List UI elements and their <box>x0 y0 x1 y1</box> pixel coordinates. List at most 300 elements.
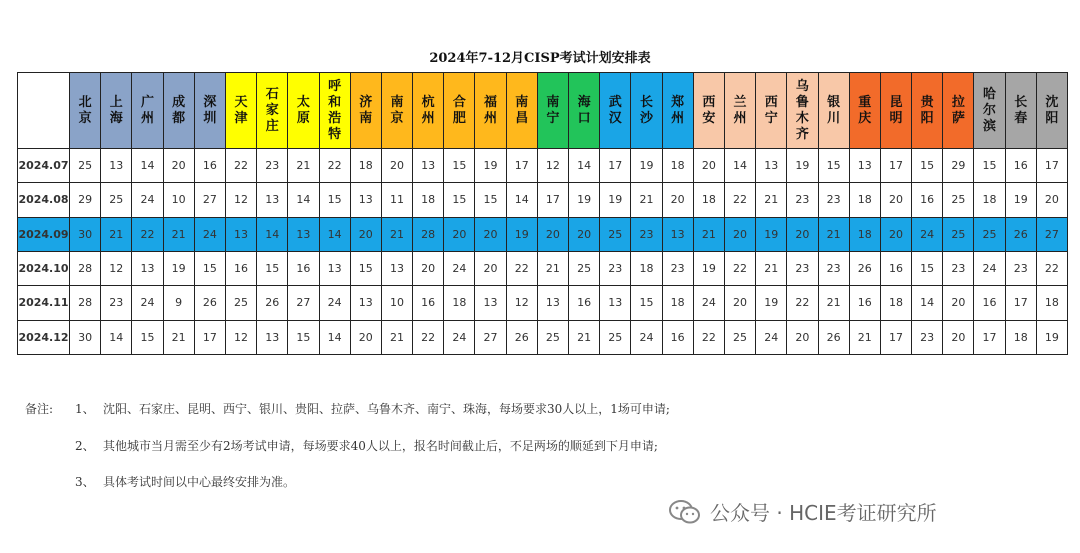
count-cell: 18 <box>849 217 880 251</box>
city-header <box>101 73 132 149</box>
count-cell: 17 <box>600 149 631 183</box>
count-cell: 22 <box>724 251 755 285</box>
count-cell: 25 <box>225 286 256 320</box>
city-header-char: 哈 <box>983 86 997 102</box>
count-cell: 23 <box>600 251 631 285</box>
count-cell: 21 <box>101 217 132 251</box>
count-cell: 20 <box>880 183 911 217</box>
count-cell: 23 <box>818 183 849 217</box>
city-header-char: 齐 <box>795 126 809 142</box>
count-cell: 21 <box>537 251 568 285</box>
note-number: 1、 <box>75 402 95 416</box>
header-row <box>18 73 1068 149</box>
count-cell: 24 <box>444 251 475 285</box>
city-header-char: 津 <box>234 110 248 126</box>
city-header <box>225 73 256 149</box>
count-cell: 21 <box>818 217 849 251</box>
city-header-char: 拉 <box>951 94 965 110</box>
count-cell: 12 <box>225 320 256 354</box>
count-cell: 20 <box>475 251 506 285</box>
count-cell: 26 <box>257 286 288 320</box>
city-header-char: 浩 <box>328 110 342 126</box>
count-cell: 24 <box>631 320 662 354</box>
count-cell: 20 <box>475 217 506 251</box>
count-cell: 21 <box>631 183 662 217</box>
count-cell: 20 <box>163 149 194 183</box>
count-cell: 14 <box>506 183 537 217</box>
count-cell: 16 <box>225 251 256 285</box>
count-cell: 23 <box>912 320 943 354</box>
count-cell: 22 <box>693 320 724 354</box>
count-cell: 13 <box>849 149 880 183</box>
count-cell: 20 <box>880 217 911 251</box>
city-header-char: 京 <box>390 110 404 126</box>
count-cell: 17 <box>880 149 911 183</box>
count-cell: 19 <box>631 149 662 183</box>
city-header <box>257 73 288 149</box>
count-cell: 13 <box>132 251 163 285</box>
count-cell: 12 <box>101 251 132 285</box>
count-cell: 21 <box>693 217 724 251</box>
count-cell: 16 <box>912 183 943 217</box>
city-header-char: 长 <box>1014 94 1028 110</box>
city-header-char: 福 <box>484 94 498 110</box>
count-cell: 30 <box>70 217 101 251</box>
city-header <box>413 73 444 149</box>
city-header <box>475 73 506 149</box>
city-header-char: 郑 <box>671 94 685 110</box>
count-cell: 18 <box>444 286 475 320</box>
count-cell: 23 <box>1005 251 1036 285</box>
city-header <box>444 73 475 149</box>
city-header-char: 广 <box>140 94 154 110</box>
count-cell: 26 <box>1005 217 1036 251</box>
count-cell: 16 <box>880 251 911 285</box>
count-cell: 15 <box>319 183 350 217</box>
city-header-char: 京 <box>78 110 92 126</box>
city-header-char: 南 <box>546 94 560 110</box>
count-cell: 20 <box>693 149 724 183</box>
count-cell: 16 <box>569 286 600 320</box>
month-cell: 2024.10 <box>18 251 70 285</box>
count-cell: 14 <box>132 149 163 183</box>
count-cell: 19 <box>1036 320 1067 354</box>
city-header-char: 州 <box>484 110 498 126</box>
city-header-char: 滨 <box>983 118 997 134</box>
month-cell: 2024.08 <box>18 183 70 217</box>
count-cell: 13 <box>257 320 288 354</box>
count-cell: 29 <box>943 149 974 183</box>
city-header-char: 阳 <box>920 110 934 126</box>
city-header-char: 家 <box>265 102 279 118</box>
city-header <box>194 73 225 149</box>
count-cell: 21 <box>163 320 194 354</box>
city-header-char: 尔 <box>983 102 997 118</box>
count-cell: 24 <box>693 286 724 320</box>
count-cell: 20 <box>787 217 818 251</box>
count-cell: 20 <box>350 320 381 354</box>
note-text: 其他城市当月需至少有2场考试申请，每场要求40人以上，报名时间截止后，不足两场的顺延到下月申请; <box>103 439 658 453</box>
count-cell: 26 <box>194 286 225 320</box>
city-header <box>787 73 818 149</box>
city-header-char: 合 <box>452 94 466 110</box>
city-header-char: 沈 <box>1045 94 1059 110</box>
count-cell: 20 <box>724 217 755 251</box>
city-header-char: 兰 <box>733 94 747 110</box>
count-cell: 20 <box>943 286 974 320</box>
city-header <box>163 73 194 149</box>
city-header-char: 明 <box>889 110 903 126</box>
count-cell: 14 <box>912 286 943 320</box>
count-cell: 15 <box>912 251 943 285</box>
count-cell: 19 <box>693 251 724 285</box>
count-cell: 24 <box>194 217 225 251</box>
count-cell: 24 <box>132 183 163 217</box>
count-cell: 10 <box>381 286 412 320</box>
city-header-char: 萨 <box>951 110 965 126</box>
count-cell: 9 <box>163 286 194 320</box>
count-cell: 19 <box>756 217 787 251</box>
city-header <box>912 73 943 149</box>
count-cell: 13 <box>600 286 631 320</box>
count-cell: 15 <box>257 251 288 285</box>
count-cell: 15 <box>288 320 319 354</box>
count-cell: 23 <box>943 251 974 285</box>
city-header-char: 肥 <box>452 110 466 126</box>
table-row <box>18 251 1068 285</box>
count-cell: 23 <box>787 183 818 217</box>
city-header <box>693 73 724 149</box>
city-header <box>756 73 787 149</box>
count-cell: 21 <box>849 320 880 354</box>
count-cell: 16 <box>849 286 880 320</box>
table-row <box>18 149 1068 183</box>
watermark <box>668 497 937 526</box>
count-cell: 15 <box>132 320 163 354</box>
city-header <box>537 73 568 149</box>
count-cell: 15 <box>912 149 943 183</box>
count-cell: 28 <box>413 217 444 251</box>
count-cell: 24 <box>756 320 787 354</box>
count-cell: 22 <box>506 251 537 285</box>
count-cell: 19 <box>1005 183 1036 217</box>
city-header <box>818 73 849 149</box>
count-cell: 19 <box>600 183 631 217</box>
city-header-char: 南 <box>390 94 404 110</box>
city-header-char: 安 <box>702 110 716 126</box>
count-cell: 25 <box>724 320 755 354</box>
city-header-char: 州 <box>421 110 435 126</box>
city-header <box>1005 73 1036 149</box>
city-header-char: 昆 <box>889 94 903 110</box>
note-number: 2、 <box>75 439 95 453</box>
city-header-char: 石 <box>265 86 279 102</box>
table-row <box>18 286 1068 320</box>
count-cell: 18 <box>1036 286 1067 320</box>
count-cell: 15 <box>444 183 475 217</box>
count-cell: 18 <box>1005 320 1036 354</box>
city-header-char: 武 <box>608 94 622 110</box>
count-cell: 18 <box>662 149 693 183</box>
count-cell: 18 <box>693 183 724 217</box>
count-cell: 22 <box>132 217 163 251</box>
city-header-char: 南 <box>359 110 373 126</box>
count-cell: 13 <box>756 149 787 183</box>
count-cell: 16 <box>194 149 225 183</box>
table-row <box>18 217 1068 251</box>
city-header-char: 宁 <box>546 110 560 126</box>
count-cell: 29 <box>70 183 101 217</box>
city-header-char: 庆 <box>858 110 872 126</box>
city-header <box>880 73 911 149</box>
city-header-char: 庄 <box>265 118 279 134</box>
count-cell: 14 <box>257 217 288 251</box>
count-cell: 25 <box>70 149 101 183</box>
count-cell: 18 <box>350 149 381 183</box>
city-header <box>569 73 600 149</box>
count-cell: 24 <box>444 320 475 354</box>
count-cell: 22 <box>787 286 818 320</box>
count-cell: 12 <box>506 286 537 320</box>
wechat-icon <box>668 499 702 525</box>
count-cell: 17 <box>974 320 1005 354</box>
city-header-char: 口 <box>577 110 591 126</box>
count-cell: 24 <box>974 251 1005 285</box>
count-cell: 22 <box>1036 251 1067 285</box>
count-cell: 21 <box>818 286 849 320</box>
city-header <box>631 73 662 149</box>
city-header-char: 重 <box>858 94 872 110</box>
note-text: 沈阳、石家庄、昆明、西宁、银川、贵阳、拉萨、乌鲁木齐、南宁、珠海，每场要求30人以上，1场可申请; <box>103 402 670 416</box>
note-number: 3、 <box>75 475 95 489</box>
count-cell: 19 <box>569 183 600 217</box>
city-header-char: 北 <box>78 94 92 110</box>
city-header-char: 乌 <box>795 78 809 94</box>
count-cell: 13 <box>350 183 381 217</box>
city-header-char: 成 <box>172 94 186 110</box>
count-cell: 17 <box>880 320 911 354</box>
count-cell: 24 <box>319 286 350 320</box>
city-header-char: 州 <box>671 110 685 126</box>
city-header-char: 杭 <box>421 94 435 110</box>
city-header-char: 汉 <box>608 110 622 126</box>
city-header-char: 州 <box>733 110 747 126</box>
count-cell: 23 <box>787 251 818 285</box>
count-cell: 18 <box>849 183 880 217</box>
count-cell: 26 <box>506 320 537 354</box>
city-header-char: 太 <box>296 94 310 110</box>
city-header-char: 海 <box>577 94 591 110</box>
city-header <box>974 73 1005 149</box>
count-cell: 20 <box>444 217 475 251</box>
city-header-char: 西 <box>702 94 716 110</box>
table-row <box>18 320 1068 354</box>
city-header <box>132 73 163 149</box>
count-cell: 21 <box>569 320 600 354</box>
city-header-char: 济 <box>359 94 373 110</box>
count-cell: 24 <box>912 217 943 251</box>
page-title: 2024年7-12月CISP考试计划安排表 <box>429 51 651 66</box>
count-cell: 21 <box>756 251 787 285</box>
city-header <box>288 73 319 149</box>
count-cell: 23 <box>257 149 288 183</box>
count-cell: 15 <box>444 149 475 183</box>
count-cell: 21 <box>163 217 194 251</box>
count-cell: 17 <box>506 149 537 183</box>
city-header-char: 木 <box>795 110 809 126</box>
count-cell: 23 <box>101 286 132 320</box>
count-cell: 22 <box>225 149 256 183</box>
count-cell: 13 <box>257 183 288 217</box>
city-header-char: 州 <box>140 110 154 126</box>
city-header-char: 沙 <box>639 110 653 126</box>
table-row <box>18 183 1068 217</box>
count-cell: 30 <box>70 320 101 354</box>
city-header-char: 西 <box>764 94 778 110</box>
count-cell: 25 <box>943 183 974 217</box>
count-cell: 28 <box>70 251 101 285</box>
city-header <box>1036 73 1067 149</box>
count-cell: 20 <box>537 217 568 251</box>
count-cell: 14 <box>101 320 132 354</box>
count-cell: 16 <box>1005 149 1036 183</box>
count-cell: 13 <box>475 286 506 320</box>
schedule-table <box>17 72 1068 355</box>
city-header-char: 特 <box>328 126 342 142</box>
count-cell: 11 <box>381 183 412 217</box>
city-header <box>319 73 350 149</box>
city-header-char: 和 <box>328 94 342 110</box>
count-cell: 25 <box>101 183 132 217</box>
month-cell: 2024.11 <box>18 286 70 320</box>
count-cell: 14 <box>319 320 350 354</box>
notes-label: 备注: <box>25 402 54 416</box>
count-cell: 13 <box>413 149 444 183</box>
count-cell: 25 <box>569 251 600 285</box>
city-header-char: 贵 <box>920 94 934 110</box>
count-cell: 22 <box>413 320 444 354</box>
count-cell: 19 <box>756 286 787 320</box>
count-cell: 13 <box>288 217 319 251</box>
count-cell: 13 <box>662 217 693 251</box>
city-header <box>943 73 974 149</box>
count-cell: 16 <box>413 286 444 320</box>
city-header-char: 宁 <box>764 110 778 126</box>
count-cell: 21 <box>381 217 412 251</box>
count-cell: 19 <box>787 149 818 183</box>
count-cell: 17 <box>194 320 225 354</box>
city-header-char: 上 <box>109 94 123 110</box>
note-text: 具体考试时间以中心最终安排为准。 <box>103 475 296 489</box>
count-cell: 18 <box>880 286 911 320</box>
count-cell: 25 <box>600 320 631 354</box>
count-cell: 15 <box>194 251 225 285</box>
count-cell: 17 <box>537 183 568 217</box>
city-header <box>506 73 537 149</box>
city-header-char: 长 <box>639 94 653 110</box>
city-header-char: 原 <box>296 110 310 126</box>
city-header-char: 都 <box>172 110 186 126</box>
count-cell: 23 <box>631 217 662 251</box>
count-cell: 14 <box>288 183 319 217</box>
count-cell: 16 <box>288 251 319 285</box>
count-cell: 15 <box>350 251 381 285</box>
count-cell: 27 <box>288 286 319 320</box>
count-cell: 14 <box>319 217 350 251</box>
count-cell: 21 <box>756 183 787 217</box>
watermark-text: 公众号 · HCIE考证研究所 <box>710 501 937 525</box>
count-cell: 20 <box>787 320 818 354</box>
count-cell: 18 <box>974 183 1005 217</box>
count-cell: 13 <box>537 286 568 320</box>
count-cell: 25 <box>943 217 974 251</box>
corner-cell <box>18 73 70 149</box>
count-cell: 23 <box>662 251 693 285</box>
count-cell: 20 <box>662 183 693 217</box>
city-header-char: 海 <box>109 110 123 126</box>
count-cell: 21 <box>381 320 412 354</box>
count-cell: 27 <box>1036 217 1067 251</box>
count-cell: 26 <box>849 251 880 285</box>
count-cell: 15 <box>475 183 506 217</box>
city-header-char: 呼 <box>328 78 342 94</box>
count-cell: 13 <box>381 251 412 285</box>
city-header <box>381 73 412 149</box>
count-cell: 20 <box>381 149 412 183</box>
count-cell: 20 <box>1036 183 1067 217</box>
count-cell: 13 <box>101 149 132 183</box>
city-header-char: 深 <box>203 94 217 110</box>
count-cell: 23 <box>818 251 849 285</box>
month-cell: 2024.12 <box>18 320 70 354</box>
count-cell: 16 <box>974 286 1005 320</box>
city-header-char: 春 <box>1014 110 1028 126</box>
city-header-char: 圳 <box>203 110 217 126</box>
count-cell: 12 <box>537 149 568 183</box>
count-cell: 26 <box>818 320 849 354</box>
count-cell: 14 <box>569 149 600 183</box>
city-header <box>70 73 101 149</box>
month-cell: 2024.07 <box>18 149 70 183</box>
count-cell: 15 <box>631 286 662 320</box>
count-cell: 10 <box>163 183 194 217</box>
count-cell: 19 <box>475 149 506 183</box>
count-cell: 20 <box>569 217 600 251</box>
count-cell: 18 <box>413 183 444 217</box>
city-header <box>849 73 880 149</box>
count-cell: 19 <box>163 251 194 285</box>
city-header <box>724 73 755 149</box>
city-header-char: 天 <box>234 94 248 110</box>
count-cell: 27 <box>475 320 506 354</box>
count-cell: 16 <box>662 320 693 354</box>
count-cell: 21 <box>288 149 319 183</box>
count-cell: 19 <box>506 217 537 251</box>
count-cell: 20 <box>943 320 974 354</box>
city-header <box>350 73 381 149</box>
count-cell: 25 <box>974 217 1005 251</box>
count-cell: 13 <box>225 217 256 251</box>
count-cell: 24 <box>132 286 163 320</box>
count-cell: 20 <box>413 251 444 285</box>
count-cell: 22 <box>319 149 350 183</box>
month-cell: 2024.09 <box>18 217 70 251</box>
count-cell: 28 <box>70 286 101 320</box>
count-cell: 25 <box>537 320 568 354</box>
count-cell: 25 <box>600 217 631 251</box>
city-header-char: 南 <box>515 94 529 110</box>
count-cell: 18 <box>662 286 693 320</box>
